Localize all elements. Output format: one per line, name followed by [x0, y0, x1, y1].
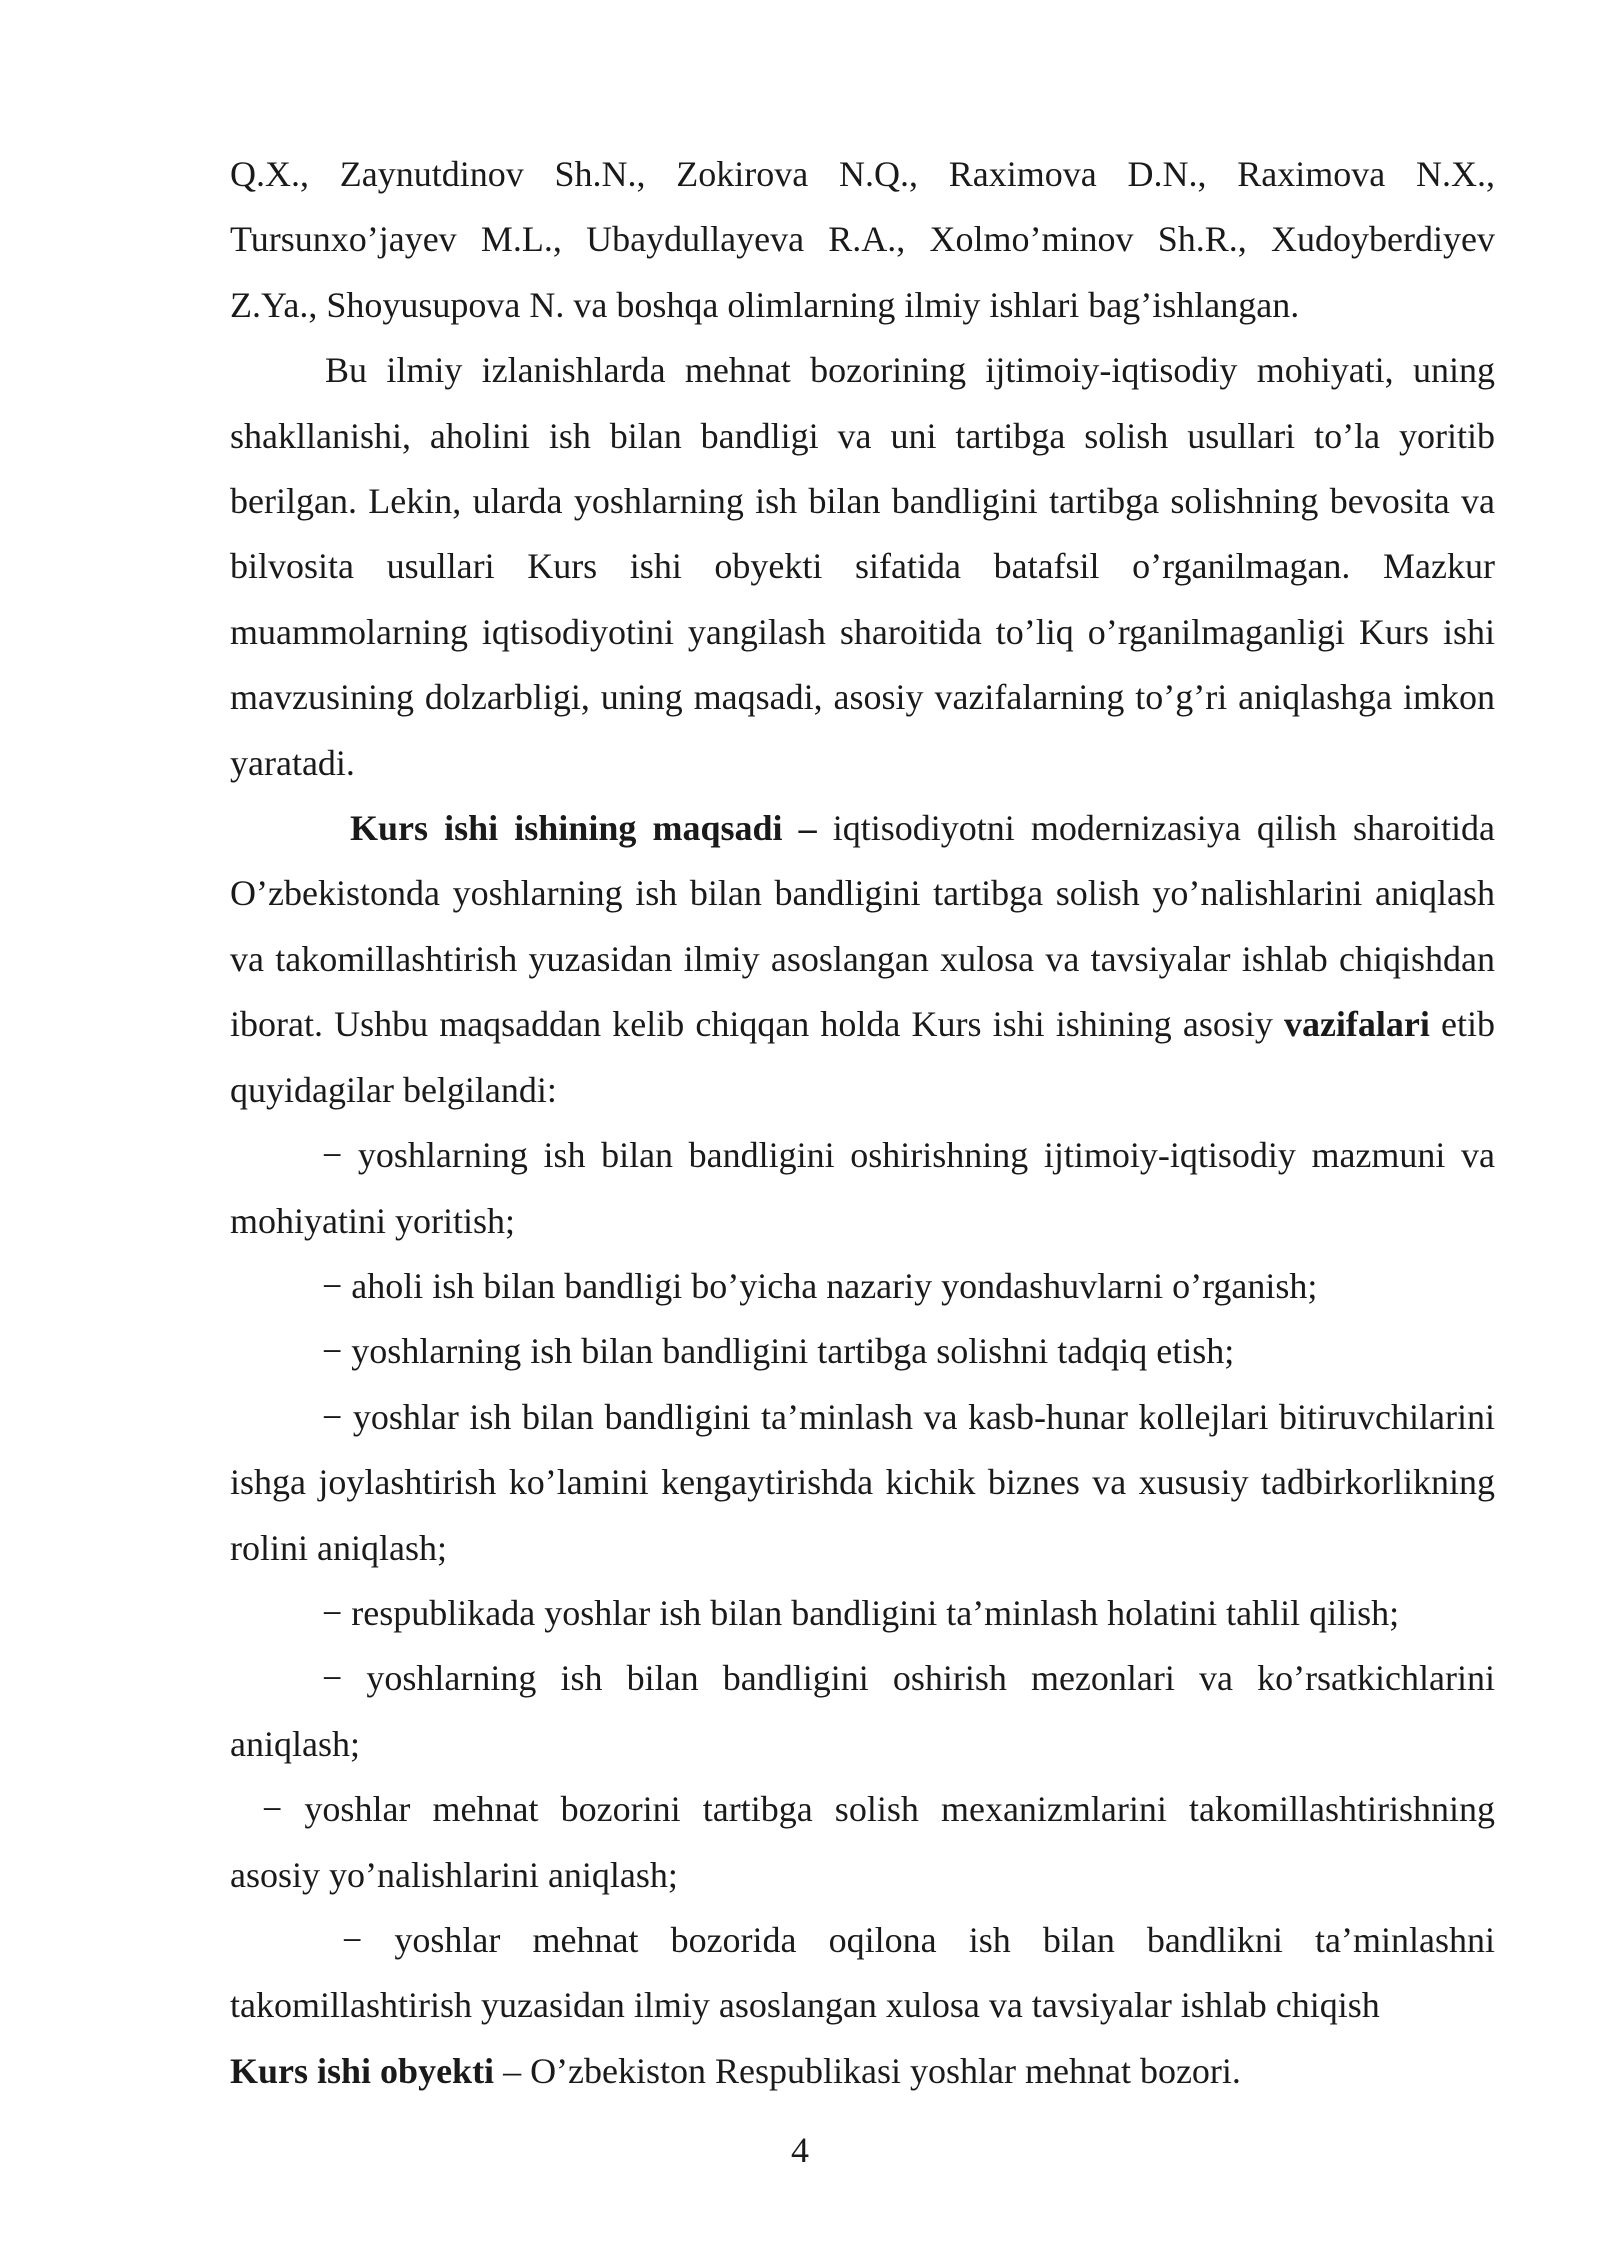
task-item-4: − yoshlar ish bilan bandligini ta’minlash va kasb-hunar kollejlari bitiruvchilarini ishga joylashtirish ko’lamini kengaytirishda kichik biznes va xususiy tadbirkorlikning rolini aniqlash;: [230, 1396, 1495, 1568]
page-number: 4: [791, 2130, 809, 2170]
paragraph-goal: [230, 796, 1495, 1123]
object-text: – O’zbekiston Respublikasi yoshlar mehnat bozori.: [494, 2050, 1241, 2091]
task-item-1: − yoshlarning ish bilan bandligini oshirishning ijtimoiy-iqtisodiy mazmuni va mohiyatini yoritish;: [230, 1135, 1495, 1241]
paragraph-research-review: Bu ilmiy izlanishlarda mehnat bozorining ijtimoiy-iqtisodiy mohiyati, uning shakllanishi, aholini ish bilan bandligi va uni tartibga solish usullari to’la yoritib berilgan. Lekin, ularda yoshlarning ish bilan bandligini tartibga solishning bevosita va bilvosita usullari Kurs ishi obyekti sifatida batafsil o’rganilmagan. Mazkur muammolarning iqtisodiyotini yangilash sharoitida to’liq o’rganilmaganligi Kurs ishi mavzusining dolzarbligi, uning maqsadi, asosiy vazifalarning to’g’ri aniqlashga imkon yaratadi.: [230, 350, 1495, 783]
task-item-2: − aholi ish bilan bandligi bo’yicha nazariy yondashuvlarni o’rganish;: [322, 1265, 1318, 1306]
goal-text: iqtisodiyotni modernizasiya qilish sharoitida O’zbekistonda yoshlarning ish bilan bandligini tartibga solish yo’nalishlarini aniqlash va takomillashtirish yuzasidan ilmiy asoslangan xulosa va tavsiyalar ishlab chiqishdan iborat. Ushbu maqsaddan kelib chiqqan holda Kurs ishi ishining asosiy: [230, 808, 1495, 1045]
paragraph-object: [230, 2039, 1495, 2104]
tasks-heading: vazifalari: [1283, 1004, 1430, 1045]
task-item-8: − yoshlar mehnat bozorida oqilona ish bilan bandlikni ta’minlashni takomillashtirish yuzasidan ilmiy asoslangan xulosa va tavsiyalar ishlab chiqish: [230, 1919, 1495, 2026]
tasks-intro: etib quyidagilar belgilandi:: [230, 1004, 1495, 1110]
task-item-3: − yoshlarning ish bilan bandligini tartibga solishni tadqiq etish;: [322, 1331, 1235, 1372]
object-heading: Kurs ishi obyekti: [230, 2050, 495, 2091]
task-item-7: − yoshlar mehnat bozorini tartibga solish mexanizmlarini takomillashtirishning asosiy yo’nalishlarini aniqlash;: [230, 1789, 1495, 1895]
document-page: [230, 142, 1495, 2104]
paragraph-authors: Q.X., Zaynutdinov Sh.N., Zokirova N.Q., Raximova D.N., Raximova N.X., Tursunxo’jayev M.L., Ubaydullayeva R.A., Xolmo’minov Sh.R., Xudoyberdiyev Z.Ya., Shoyusupova N. va boshqa olimlarning ilmiy ishlari bag’ishlangan.: [230, 154, 1495, 325]
goal-heading: Kurs ishi ishining maqsadi –: [350, 808, 817, 849]
task-item-5: − respublikada yoshlar ish bilan bandligini ta’minlash holatini tahlil qilish;: [322, 1592, 1400, 1633]
task-item-6: − yoshlarning ish bilan bandligini oshirish mezonlari va ko’rsatkichlarini aniqlash;: [230, 1658, 1495, 1764]
